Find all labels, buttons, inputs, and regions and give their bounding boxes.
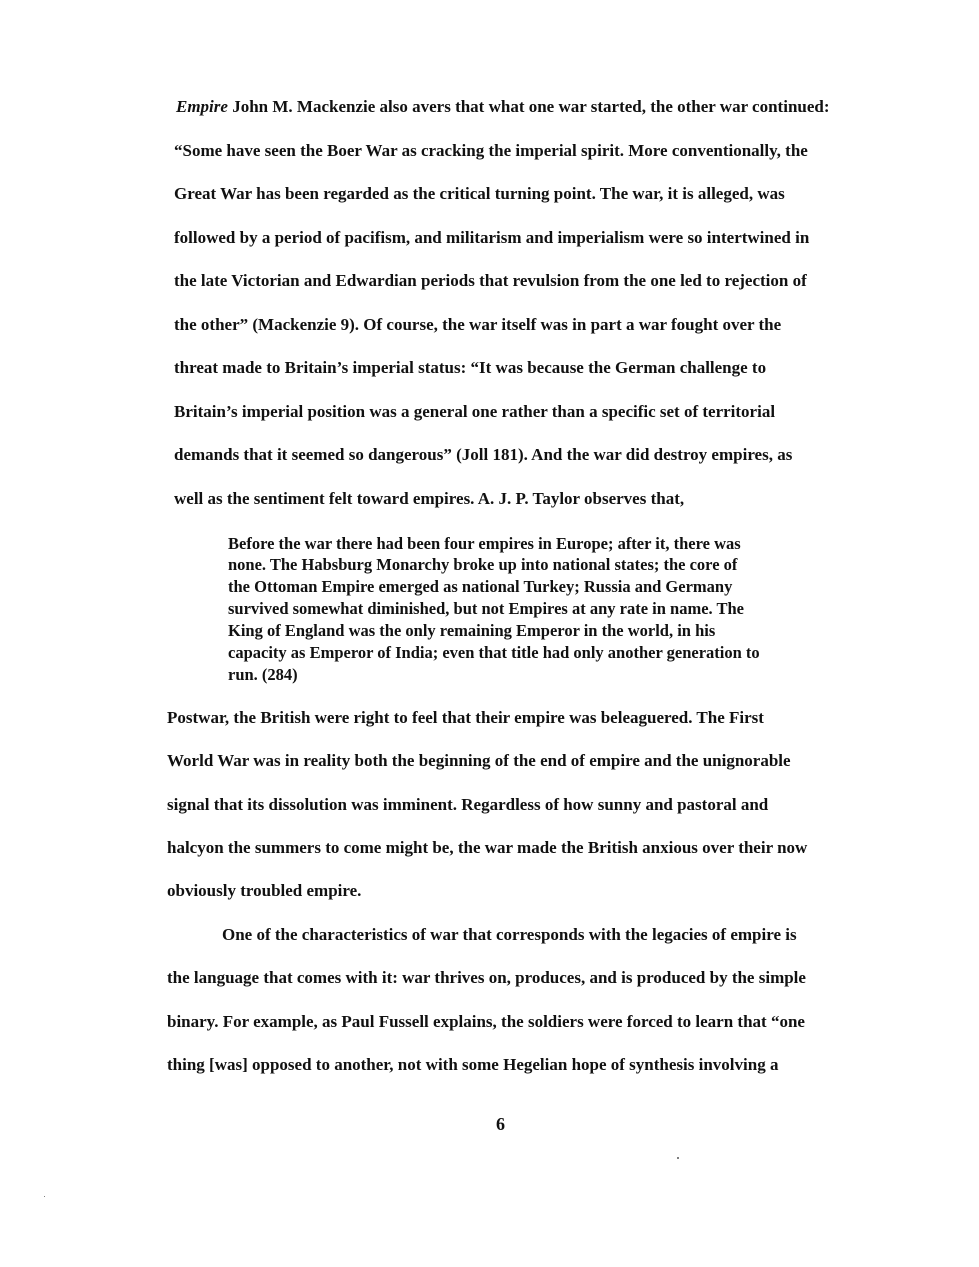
italic-title: Empire xyxy=(176,97,228,116)
paragraph-1-line-2: “Some have seen the Boer War as cracking the imperial spirit. More conventionally, the xyxy=(174,141,808,160)
paragraph-1-line-6: the other” (Mackenzie 9). Of course, the war itself was in part a war fought over the xyxy=(174,315,782,334)
line-text: John M. Mackenzie also avers that what one war started, the other war continued: xyxy=(227,97,830,116)
block-quote-line-4: survived somewhat diminished, but not Empires at any rate in name. The xyxy=(228,599,744,618)
paragraph-1-line-8: Britain’s imperial position was a general one rather than a specific set of territorial xyxy=(174,402,776,421)
page-number: 6 xyxy=(496,1114,505,1134)
paragraph-1-line-5: the late Victorian and Edwardian periods that revulsion from the one led to rejection of xyxy=(174,271,807,290)
paragraph-1-line-3: Great War has been regarded as the critical turning point. The war, it is alleged, was xyxy=(174,184,785,203)
block-quote-line-5: King of England was the only remaining Emperor in the world, in his xyxy=(228,621,716,640)
paragraph-2-line-4: halcyon the summers to come might be, the war made the British anxious over their now xyxy=(167,838,808,857)
paragraph-1-line-1 xyxy=(176,97,830,117)
paragraph-1-line-10: well as the sentiment felt toward empires. A. J. P. Taylor observes that, xyxy=(174,489,685,508)
scan-speck xyxy=(677,1157,679,1159)
paragraph-3-line-4: thing [was] opposed to another, not with some Hegelian hope of synthesis involving a xyxy=(167,1055,779,1074)
paragraph-3-line-2: the language that comes with it: war thrives on, produces, and is produced by the simple xyxy=(167,968,806,987)
paragraph-2-line-1: Postwar, the British were right to feel that their empire was beleaguered. The First xyxy=(167,708,764,727)
paragraph-1-line-9: demands that it seemed so dangerous” (Joll 181). And the war did destroy empires, as xyxy=(174,445,793,464)
paragraph-1-line-7: threat made to Britain’s imperial status: “It was because the German challenge to xyxy=(174,358,767,377)
block-quote-line-6: capacity as Emperor of India; even that title had only another generation to xyxy=(228,643,760,662)
paragraph-1-line-4: followed by a period of pacifism, and militarism and imperialism were so intertwined in xyxy=(174,228,810,247)
paragraph-2-line-2: World War was in reality both the beginning of the end of empire and the unignorable xyxy=(167,751,791,770)
block-quote-line-7: run. (284) xyxy=(228,665,298,684)
paragraph-3-line-3: binary. For example, as Paul Fussell explains, the soldiers were forced to learn that “one xyxy=(167,1012,805,1031)
block-quote-line-1: Before the war there had been four empires in Europe; after it, there was xyxy=(228,534,741,553)
paragraph-3-line-1: One of the characteristics of war that corresponds with the legacies of empire is xyxy=(222,925,797,944)
scan-speck xyxy=(44,1196,45,1197)
block-quote-line-3: the Ottoman Empire emerged as national Turkey; Russia and Germany xyxy=(228,577,733,596)
paragraph-2-line-3: signal that its dissolution was imminent. Regardless of how sunny and pastoral and xyxy=(167,795,769,814)
block-quote-line-2: none. The Habsburg Monarchy broke up into national states; the core of xyxy=(228,555,738,574)
paragraph-2-line-5: obviously troubled empire. xyxy=(167,881,362,900)
